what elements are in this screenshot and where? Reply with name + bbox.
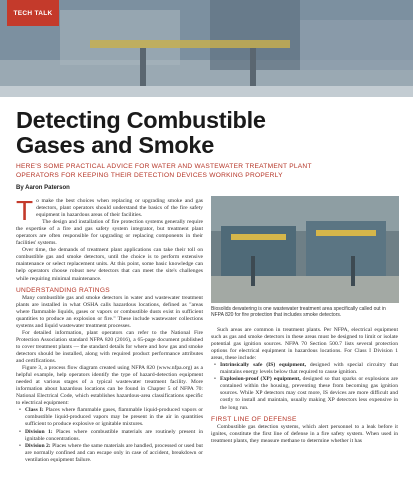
body-paragraph: For detailed information, plant operators can refer to the National Fire Protection Association standard NFPA 820 (2016), a 65-page document published to cover treatment plants — the standard details for where and how gas and smoke detectors should be installed, along with required product performance attributes and certifications. [16,329,203,365]
header-photo [0,0,413,97]
body-paragraph: Many combustible gas and smoke detectors in water and wastewater treatment plants are installed in what OSHA calls hazardous locations, defined as "areas where flammable liquids, gases or vapors or combustible dusts exist in sufficient quantities to produce an explosion or fire." These include wastewater collections systems and liquid wastewater treatment processes. [16,294,203,329]
left-column [16,195,204,464]
list-item: • Intrinsically safe (IS) equipment, designed with special circuitry that maintains energy levels below that required to cause ignition. [214,362,398,376]
protection-list [211,362,398,411]
body-paragraph: Figure 3, a process flow diagram created using NFPA 820 (www.nfpa.org) as a helpful example, help operators identify the type of hazard-detection equipment needed at various stages of a typical wastewater treatment facility. More information about hazardous locations can be found in Chapter 5 of NFPA 70: National Electrical Code, which establishes hazardous-area classifications specific to electrical equipment: [16,365,203,407]
subtitle-line-2: OPERATORS FOR KEEPING THEIR DETECTION DEVICES WORKING PROPERLY [16,172,283,180]
header-photo-art [0,0,413,97]
photo-caption: Biosolids dewatering is one wastewater treatment area specifically called out in NFPA 820 for fire protection that includes smoke detectors. [211,306,386,319]
body-paragraph: Combustible gas detection systems, which alert personnel to a leak before it ignites, constitute the first line of defense in a fire safety system. When used in treatment plants, they measure methane to determine whether it has [211,423,398,444]
list-item: • Explosion-proof (XP) equipment, designed so that sparks or explosions are contained within the housing, preventing these from becoming gas ignition sources. While XP detectors may cost more, IS devices are more difficult and costly to install and maintain, usually making XP detectors less expensive in the long run. [214,376,398,411]
section-heading: UNDERSTANDING RATINGS [16,286,110,294]
body-paragraph: The design and installation of fire protection systems generally require the expertise of a fire and gas safety system integrator, but treatment plant operators are often responsible for upgrading or replacing components in their facilities' systems. [16,219,203,247]
article-title [16,108,316,158]
article-subtitle [16,162,401,180]
section-heading: FIRST LINE OF DEFENSE [211,415,297,423]
list-item: • Division 1: Places where combustible materials are routinely present in ignitable concentrations. [19,428,203,442]
title-line-2: Gases and Smoke [16,132,214,158]
title-line-1: Detecting Combustible [16,107,266,133]
article-photo [211,196,399,303]
list-item: • Class I: Places where flammable gases, flammable liquid-produced vapors or combustible liquid-produced vapors may be present in the air in quantities sufficient to produce explosive or ignitable mixtures. [19,407,204,428]
intro-paragraph: To make the best choices when replacing or upgrading smoke and gas detectors, plant operators should understand the basics of the fire safety equipment in hazardous areas of their facilities. [16,195,203,226]
right-column [211,327,398,445]
byline: By Aaron Paterson [16,185,70,191]
article-photo-art [211,196,399,303]
body-paragraph: Over time, the demands of treatment plant applications can take their toll on combustible gas and smoke detectors, until the choice is to perform extensive maintenance or select replacement units. At this point, some basic knowledge can help operators choose robust new detectors that can meet the site's challenges while requiring minimal maintenance. [16,247,203,282]
list-item: • Division 2: Places where the same materials are handled, processed or used but are normally confined and can escape only in case of accident, breakdown or ventilation equipment failure. [19,442,203,463]
subtitle-line-1: HERE'S SOME PRACTICAL ADVICE FOR WATER AND WASTEWATER TREATMENT PLANT [16,163,312,170]
drop-cap: T [16,195,34,226]
body-paragraph: Such areas are common in treatment plants. Per NFPA, electrical equipment such as gas and smoke detectors in these areas must be designed to limit or isolate potential gas ignition sources. NFPA 70 Section 500.7 lists several protection options for electrical equipment in hazardous locations. For Class I Division 1 areas, these include: [211,327,398,362]
section-tag: TECH TALK [7,0,59,26]
class-list [16,407,203,463]
